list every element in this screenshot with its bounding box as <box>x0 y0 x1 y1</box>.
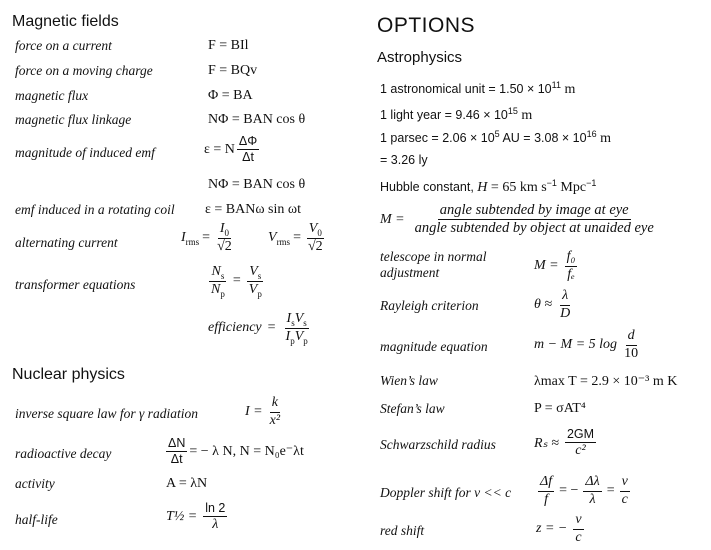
telescope-num: f₀ <box>565 250 578 267</box>
label-half-life: half-life <box>15 512 58 527</box>
vrms-symbol: V <box>268 230 277 246</box>
irms-sub: rms <box>185 236 200 247</box>
eq-efficiency <box>208 312 312 344</box>
hubble-mid: Mpc <box>556 180 587 195</box>
vrms-num-sym: V <box>308 221 318 236</box>
eq-telescope <box>534 250 579 282</box>
vs-sym: V <box>249 264 258 279</box>
label-force-on-current: force on a current <box>15 38 112 53</box>
pc-exp1: 5 <box>494 128 500 139</box>
label-red-shift: red shift <box>380 523 425 538</box>
vp-sym: V <box>248 281 258 297</box>
label-schwarzschild: Schwarzschild radius <box>380 437 496 452</box>
rayleigh-fraction <box>558 289 572 321</box>
emf-lhs: ε = N <box>204 141 235 157</box>
efficiency-equals: = <box>267 320 276 336</box>
eff-vp: V <box>294 328 304 344</box>
eq-magnitude <box>534 329 642 361</box>
magnitude-lhs: m − M = 5 log <box>534 337 618 353</box>
rayleigh-lhs: θ ≈ <box>534 297 553 313</box>
eff-vp-sub: p <box>303 335 308 346</box>
halflife-num: ln 2 <box>203 502 227 517</box>
pc-mid: AU = 3.08 × 10 <box>499 131 587 145</box>
fact-astronomical-unit <box>380 79 576 98</box>
label-transformer: transformer equations <box>15 277 136 292</box>
mag-def-lhs: M = <box>380 211 405 227</box>
eq-flux-linkage-2: NΦ = BAN cos θ <box>208 177 306 192</box>
fact-hubble <box>380 177 597 196</box>
options-heading: OPTIONS <box>377 14 476 37</box>
rayleigh-den: D <box>560 305 571 321</box>
doppler-num-2: Δλ <box>583 475 601 492</box>
doppler-num-1: Δf <box>538 475 554 492</box>
vrms-equals: = <box>293 230 301 246</box>
eq-half-life <box>166 502 229 533</box>
label-activity: activity <box>15 476 55 491</box>
eq-rayleigh <box>534 289 574 321</box>
vrms-num <box>307 222 324 239</box>
fact-parsec <box>380 128 611 147</box>
vrms-num-sub: 0 <box>317 227 322 238</box>
magnetic-fields-heading: Magnetic fields <box>12 13 119 30</box>
doppler-frac-2 <box>583 475 601 507</box>
au-text: 1 astronomical unit = 1.50 × 10 <box>380 82 552 96</box>
transformer-n-den <box>209 282 227 298</box>
rayleigh-num: λ <box>560 289 570 306</box>
irms-num-sub: 0 <box>224 227 229 238</box>
label-radioactive-decay: radioactive decay <box>15 446 112 461</box>
hubble-exp1: −1 <box>546 177 557 188</box>
hubble-eq: = 65 km s <box>487 180 547 195</box>
transformer-equals: = <box>232 273 241 289</box>
inverse-fraction <box>268 396 282 428</box>
label-stefan: Stefan’s law <box>380 401 445 416</box>
redshift-num: v <box>573 513 583 530</box>
efficiency-den <box>284 329 310 345</box>
ns-sym: N <box>211 264 221 279</box>
eff-vs-sub: s <box>303 317 307 328</box>
eq-activity: A = λN <box>166 476 208 491</box>
ly-exp: 15 <box>507 105 518 116</box>
telescope-den: fₑ <box>567 266 575 282</box>
label-force-on-charge: force on a moving charge <box>15 63 153 78</box>
label-wien: Wien’s law <box>380 373 438 388</box>
pc-unit: m <box>596 131 611 146</box>
label-alternating-current: alternating current <box>15 235 118 250</box>
doppler-den-2: λ <box>589 491 596 507</box>
irms-fraction <box>215 222 234 254</box>
ns-sub: s <box>220 270 225 281</box>
efficiency-label: efficiency <box>208 320 262 336</box>
telescope-lhs: M = <box>534 258 559 274</box>
label-telescope-1: telescope in normal <box>380 249 487 264</box>
label-rotating-coil: emf induced in a rotating coil <box>15 202 175 217</box>
redshift-lhs: z = − <box>536 521 568 537</box>
au-unit: m <box>560 82 576 97</box>
efficiency-fraction <box>284 312 310 344</box>
eff-ip: I <box>285 328 291 344</box>
emf-num: ΔΦ <box>237 135 259 150</box>
halflife-lhs: T½ = <box>166 509 198 525</box>
halflife-den: λ <box>212 517 219 533</box>
doppler-equals: = <box>606 483 615 499</box>
label-magnitude: magnitude equation <box>380 339 488 354</box>
transformer-n-fraction <box>209 265 227 297</box>
eff-is: I <box>286 311 292 326</box>
magnitude-num: d <box>626 329 637 346</box>
emf-den: Δt <box>242 150 254 165</box>
schwarz-lhs: Rₛ ≈ <box>534 435 559 451</box>
eq-magnification-definition <box>380 203 658 236</box>
schwarz-fraction <box>565 428 596 459</box>
label-inverse-square: inverse square law for γ radiation <box>15 406 198 421</box>
eq-vrms <box>268 222 327 254</box>
halflife-fraction <box>203 502 227 533</box>
fact-parsec-ly: = 3.26 ly <box>380 153 428 167</box>
nuclear-physics-heading: Nuclear physics <box>12 366 125 383</box>
eq-wien: λmax T = 2.9 × 10⁻³ m K <box>534 374 678 389</box>
hubble-exp2: −1 <box>586 177 597 188</box>
eq-red-shift <box>536 513 586 545</box>
eq-flux-linkage: NΦ = BAN cos θ <box>208 112 306 127</box>
schwarz-num: 2GM <box>565 428 596 443</box>
magnitude-fraction <box>622 329 640 361</box>
eq-magnetic-flux: Φ = BA <box>208 88 253 103</box>
astrophysics-heading: Astrophysics <box>377 49 463 66</box>
inverse-num: k <box>270 396 280 413</box>
ly-unit: m <box>517 108 533 123</box>
inverse-den: x² <box>269 412 281 428</box>
eq-schwarzschild <box>534 428 598 459</box>
doppler-den-1: f <box>544 491 548 507</box>
irms-lhs <box>181 230 199 246</box>
mag-def-den: angle subtended by object at unaided eye <box>414 220 654 237</box>
eff-is-sub: s <box>291 317 295 328</box>
label-rayleigh: Rayleigh criterion <box>380 298 479 313</box>
irms-num <box>218 222 231 239</box>
irms-equals: = <box>202 230 211 246</box>
eq-rotating-coil: ε = BANω sin ωt <box>205 202 301 217</box>
eq-induced-emf <box>204 135 261 164</box>
fact-light-year <box>380 105 533 124</box>
eff-ip-sub: p <box>290 335 295 346</box>
doppler-frac-1 <box>538 475 554 507</box>
inverse-lhs: I = <box>245 404 263 420</box>
label-doppler: Doppler shift for v << c <box>380 485 512 500</box>
label-induced-emf: magnitude of induced emf <box>15 145 155 160</box>
pc-exp2: 16 <box>586 128 597 139</box>
eq-force-on-current: F = BIl <box>208 38 249 53</box>
eq-transformer <box>207 265 266 297</box>
eq-force-on-charge: F = BQv <box>208 63 258 78</box>
transformer-v-num <box>247 265 263 282</box>
label-magnetic-flux: magnetic flux <box>15 88 89 103</box>
telescope-fraction <box>565 250 578 282</box>
label-telescope-2: adjustment <box>380 265 440 280</box>
doppler-mid: = − <box>559 483 579 499</box>
hubble-sym: H <box>477 180 488 195</box>
decay-fraction <box>166 437 187 466</box>
eq-doppler <box>536 475 632 507</box>
irms-symbol: I <box>181 230 186 246</box>
au-exp: 11 <box>551 79 561 90</box>
vrms-lhs <box>268 230 290 246</box>
vp-sub: p <box>257 288 262 299</box>
irms-den: √2 <box>217 238 232 254</box>
decay-den: Δt <box>170 452 183 467</box>
decay-num: ΔN <box>166 437 187 452</box>
emf-fraction <box>237 135 259 164</box>
pc-text: 1 parsec = 2.06 × 10 <box>380 131 495 145</box>
mag-def-num: angle subtended by image at eye <box>438 203 631 220</box>
transformer-v-den <box>247 282 264 298</box>
redshift-fraction <box>573 513 583 545</box>
ly-text: 1 light year = 9.46 × 10 <box>380 108 508 122</box>
decay-rhs: = − λ N, N = N₀e⁻λt <box>189 444 304 460</box>
eq-stefan: P = σAT⁴ <box>534 401 586 416</box>
vs-sub: s <box>257 270 262 281</box>
redshift-den: c <box>575 529 582 545</box>
eq-inverse-square <box>245 396 284 428</box>
eq-radioactive-decay <box>164 437 304 466</box>
mag-def-fraction <box>413 203 656 236</box>
eff-vs: V <box>294 311 304 326</box>
np-sub: p <box>220 288 225 299</box>
magnitude-den: 10 <box>624 345 639 361</box>
label-flux-linkage: magnetic flux linkage <box>15 112 132 127</box>
efficiency-num <box>285 312 309 329</box>
vrms-fraction <box>306 222 325 254</box>
vrms-den: √2 <box>307 238 323 254</box>
irms-num-sym: I <box>219 221 225 236</box>
doppler-num-3: v <box>620 475 630 492</box>
doppler-den-3: c <box>621 491 628 507</box>
np-sym: N <box>211 281 221 297</box>
doppler-frac-3 <box>620 475 630 507</box>
transformer-n-num <box>209 265 226 282</box>
eq-irms <box>181 222 236 254</box>
transformer-v-fraction <box>247 265 264 297</box>
schwarz-den: c² <box>575 443 586 459</box>
hubble-text: Hubble constant, <box>380 180 478 194</box>
vrms-sub: rms <box>276 236 291 247</box>
